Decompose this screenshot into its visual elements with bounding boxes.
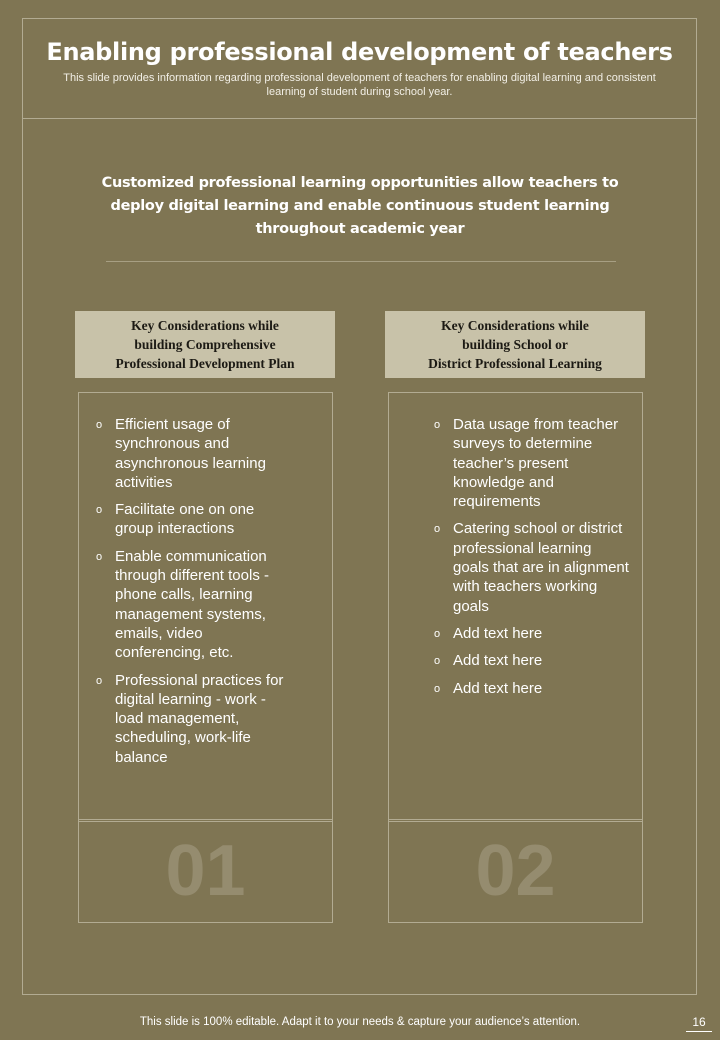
page-number: 16 bbox=[686, 1013, 712, 1032]
list-item: o Professional practices for digital learning - work - load management, scheduling, work-life balance bbox=[96, 671, 284, 766]
list-item: o Catering school or district professional learning goals that are in alignment with teachers working goals bbox=[434, 520, 629, 615]
column-2-heading-text: Key Considerations while building School or District Professional Learning bbox=[428, 318, 602, 371]
column-2-number: 02 bbox=[388, 819, 643, 923]
divider bbox=[106, 261, 616, 262]
list-item: o Enable communication through different tools - phone calls, learning management systems, emails, video conferencing, etc. bbox=[96, 547, 269, 662]
column-1-number: 01 bbox=[78, 819, 333, 923]
list-item: o Data usage from teacher surveys to determine teacher’s present knowledge and requirements bbox=[434, 416, 619, 511]
column-1-list bbox=[96, 415, 296, 775]
bullet-icon: o bbox=[434, 655, 441, 668]
page-title: Enabling professional development of teachers bbox=[46, 38, 673, 66]
bullet-icon: o bbox=[96, 674, 103, 687]
list-item: o Facilitate one on one group interactions bbox=[96, 501, 255, 538]
bullet-icon: o bbox=[96, 550, 103, 563]
list-item: o Efficient usage of synchronous and asynchronous learning activities bbox=[96, 416, 266, 491]
bullet-icon: o bbox=[434, 523, 441, 536]
list-item: o Add text here bbox=[434, 651, 629, 670]
bullet-icon: o bbox=[96, 504, 103, 517]
column-2-card bbox=[388, 392, 643, 822]
lead-statement: Customized professional learning opportunities allow teachers to deploy digital learning and enable continuous student learning throughout academic year bbox=[101, 175, 619, 237]
page-subtitle: This slide provides information regarding professional development of teachers for enabling digital learning and consistent learning of student during school year. bbox=[63, 72, 656, 98]
bullet-icon: o bbox=[434, 682, 441, 695]
column-1-heading-text: Key Considerations while building Comprehensive Professional Development Plan bbox=[115, 318, 295, 371]
bullet-icon: o bbox=[96, 419, 103, 431]
column-2-list bbox=[434, 415, 629, 706]
footer-note: This slide is 100% editable. Adapt it to your needs & capture your audience’s attention. bbox=[139, 1016, 581, 1028]
column-1-heading bbox=[75, 311, 335, 378]
column-2-heading bbox=[385, 311, 645, 378]
list-item: o Add text here bbox=[434, 679, 629, 698]
header bbox=[22, 18, 697, 119]
list-item: o Add text here bbox=[434, 624, 629, 643]
bullet-icon: o bbox=[434, 627, 441, 640]
bullet-icon: o bbox=[434, 419, 441, 431]
column-1-card bbox=[78, 392, 333, 822]
